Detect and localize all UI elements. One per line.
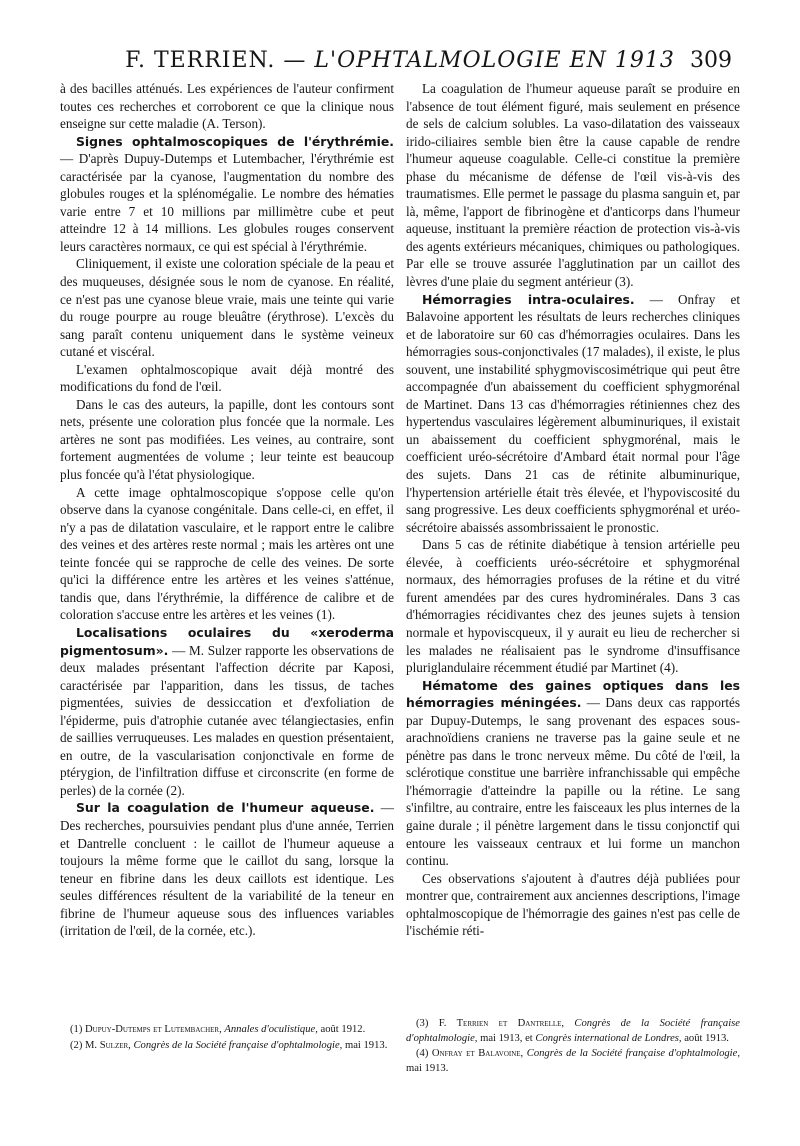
section-body: — D'après Dupuy-Dutemps et Lutembacher, l'érythrémie est caractérisée par la cyanose, l'augmentation du nombre des globules rouges et la splénomégalie. Le nombre des hématies varie entre 7 et 10 millions par millimètre cube et peut atteindre 12 à 14 millions. Les globules rouges conservent leurs caractères normaux, ce qui est spécial à l'érythrémie. — [60, 151, 394, 254]
paragraph: à des bacilles atténués. Les expériences de l'auteur confirment toutes ces recherches et corroborent ce que la clinique nous enseigne sur cette maladie (A. Terson). — [60, 81, 394, 132]
paragraph: A cette image ophtalmoscopique s'oppose celle qu'on observe dans la cyanose congénitale. Dans celle-ci, en effet, il n'y a pas de dilatation vasculaire, et le rapport entre le calibre des veines et des artères reste normal ; mais les artères ont une teinte foncée qui se rapproche de celle des veines. De sorte qu'ici la différence entre les artères et les veines s'atténue, tandis que, dans l'érythrémie, la différence de calibre et de coloration s'accuse entre les artères et les veines (1). — [60, 484, 394, 623]
running-title — [60, 48, 740, 73]
section-body: — Des recherches, poursuivies pendant plus d'une année, Terrien et Dantrelle concluent : le caillot de l'humeur aqueuse a toujours la même forme que le caillot du sang, lorsque la teneur en fibrine dans les deux caillots est identique. Les seules différences résultent de la variabilité de la teneur en fibrine de l'humeur aqueuse sous des influences variables (irritation de l'œil, de la cornée, etc.). — [60, 800, 394, 939]
footnotes-right — [406, 1017, 740, 1077]
paragraph: Ces observations s'ajoutent à d'autres déjà publiées pour montrer que, contrairement aux anciennes descriptions, l'image ophtalmoscopique de l'hémorragie des gaines n'est pas celle de l'ischémie réti- — [406, 870, 740, 939]
section-body: — M. Sulzer rapporte les observations de deux malades présentant l'affection décrite par Kaposi, caractérisée par l'apparition, dans les tissus, de taches pigmentées, suivies de dessiccation et d'exfoliation de l'épiderme, puis d'atrophie cutanée avec télangiectasies, enfin de saillies verruqueuses. Les malades en question présentaient, en outre, de la vascularisation conjonctivale en forme de ptérygion, de l'infiltration diffuse et circonscrite (en forme de perles) de la cornée (2). — [60, 642, 394, 798]
paragraph: Dans le cas des auteurs, la papille, dont les contours sont nets, présente une coloration plus foncée que la normale. Les artères ne sont pas modifiées. Les veines, au contraire, sont fortement augmentées de volume ; leur teinte est beaucoup plus foncée qu'à l'état physiologique. — [60, 396, 394, 483]
footnote: (3) F. Terrien et Dantrelle, Congrès de la Société française d'ophtalmologie, mai 1913, et Congrès international de Londres, août 1913. — [406, 1018, 740, 1044]
section-heading: Hémorragies intra-oculaires. — [422, 291, 635, 307]
left-column — [60, 80, 394, 940]
section-erythremie — [60, 133, 394, 256]
section-heading: Hématome des gaines optiques dans les hémorragies méningées. — [406, 677, 740, 711]
footnote: (2) M. Sulzer, Congrès de la Société française d'ophtalmologie, mai 1913. — [70, 1039, 388, 1051]
right-column — [406, 80, 740, 940]
paragraph: Cliniquement, il existe une coloration spéciale de la peau et des muqueuses, désignée sous le nom de cyanose. En réalité, ce n'est pas une cyanose bleue vraie, mais une teinte qui varie du rouge pourpre au rouge bleuâtre (érythrose). L'excès du sang paraît contenu uniquement dans le système veineux cutané et viscéral. — [60, 256, 394, 360]
footnote: (1) Dupuy-Dutemps et Lutembacher, Annales d'oculistique, août 1912. — [70, 1024, 366, 1035]
section-heading: Signes ophtalmoscopiques de l'érythrémie. — [76, 133, 394, 149]
header-author: F. TERRIEN. — [125, 48, 276, 73]
section-hemorragies — [406, 291, 740, 537]
header-dash: — — [283, 48, 307, 73]
section-xeroderma — [60, 624, 394, 799]
footnotes-left — [60, 1023, 394, 1054]
paragraph: La coagulation de l'humeur aqueuse paraît se produire en l'absence de tout élément figuré, mais seulement en présence de sels de calcium solubles. La vaso-dilatation des vaisseaux irido-ciliaires semble bien être la cause capable de rendre l'humeur aqueuse coagulable. Celle-ci constitue la première phase du mécanisme de défense de l'œil vis-à-vis des traumatismes. Elle permet le passage du plasma sanguin et, par là, même, l'apport de fibrinogène et d'anticorps dans l'humeur aqueuse, instituant la première réaction de protection vis-à-vis des agents extérieurs mécaniques, chimiques ou pathologiques. Par elle se trouve assurée l'agglutination par un caillot des lèvres d'une plaie du segment antérieur (3). — [406, 81, 740, 290]
section-hematome — [406, 677, 740, 870]
page-number: 309 — [690, 48, 732, 73]
paragraph: Dans 5 cas de rétinite diabétique à tension artérielle peu élevée, à coefficients uréo-sécrétoire et sphygmorénal normaux, des hémorragies profuses de la rétine et du vitré furent amendées par des cures hydrominérales. Dans 3 cas d'hémorragies récidivantes chez des jeunes sujets à tension normale et hypoviscqueux, il y aurait eu lieu de rechercher si les malades ne réalisaient pas le syndrome d'insuffisance pluriglandulaire récemment étudié par Martinet (4). — [406, 537, 740, 676]
footnote: (4) Onfray et Balavoine, Congrès de la Société française d'ophtalmologie, mai 1913. — [406, 1048, 740, 1074]
section-body: — Dans deux cas rapportés par Dupuy-Dutemps, le sang provenant des espaces sous-arachnoïdiens craniens ne traverse pas la gaine seule et ne pénètre pas dans le tronc nerveux même. Du côté de l'œil, la sclérotique constitue une barrière infranchissable qui empêche l'hémorragie d'atteindre la papille ou la rétine. Le sang s'infiltre, au contraire, entre les faisceaux les plus internes de la gaine durale ; il pénètre largement dans le tissu conjonctif qui entoure les vaisseaux centraux et lui forme un manchon continu. — [406, 695, 740, 869]
paragraph: L'examen ophtalmoscopique avait déjà montré des modifications du fond de l'œil. — [60, 361, 394, 395]
header-journal-title: L'OPHTALMOLOGIE EN 1913 — [314, 48, 675, 73]
section-heading: Localisations oculaires du «xeroderma pigmentosum». — [60, 624, 394, 658]
section-heading: Sur la coagulation de l'humeur aqueuse. — [76, 800, 375, 816]
section-body: — Onfray et Balavoine apportent les résultats de leurs recherches cliniques et de laboratoire sur 60 cas d'hémorragies oculaires. Dans les hémorragies sous-conjonctivales (17 malades), il existe, le plus souvent, une instabilité sphygmoviscosimétrique qui peut être accompagnée d'un abaissement du coefficient sphygmorénal de Martinet. Dans 13 cas d'hémorragies rétiniennes chez des hypertendus vasculaires légèrement albuminuriques, il existait un abaissement du coefficient sphygmorénal, mais le coefficient uréo-sécrétoire d'Ambard était normal pour l'âge des sujets. Dans 21 cas de rétinite albuminurique, l'hypertension artérielle était très élevée, et l'hypoviscosité du sang progressive. Les deux coefficients sphygmorénal et uréo-sécrétoire abaissés assombrissaient le pronostic. — [406, 291, 740, 535]
section-coagulation — [60, 799, 394, 939]
